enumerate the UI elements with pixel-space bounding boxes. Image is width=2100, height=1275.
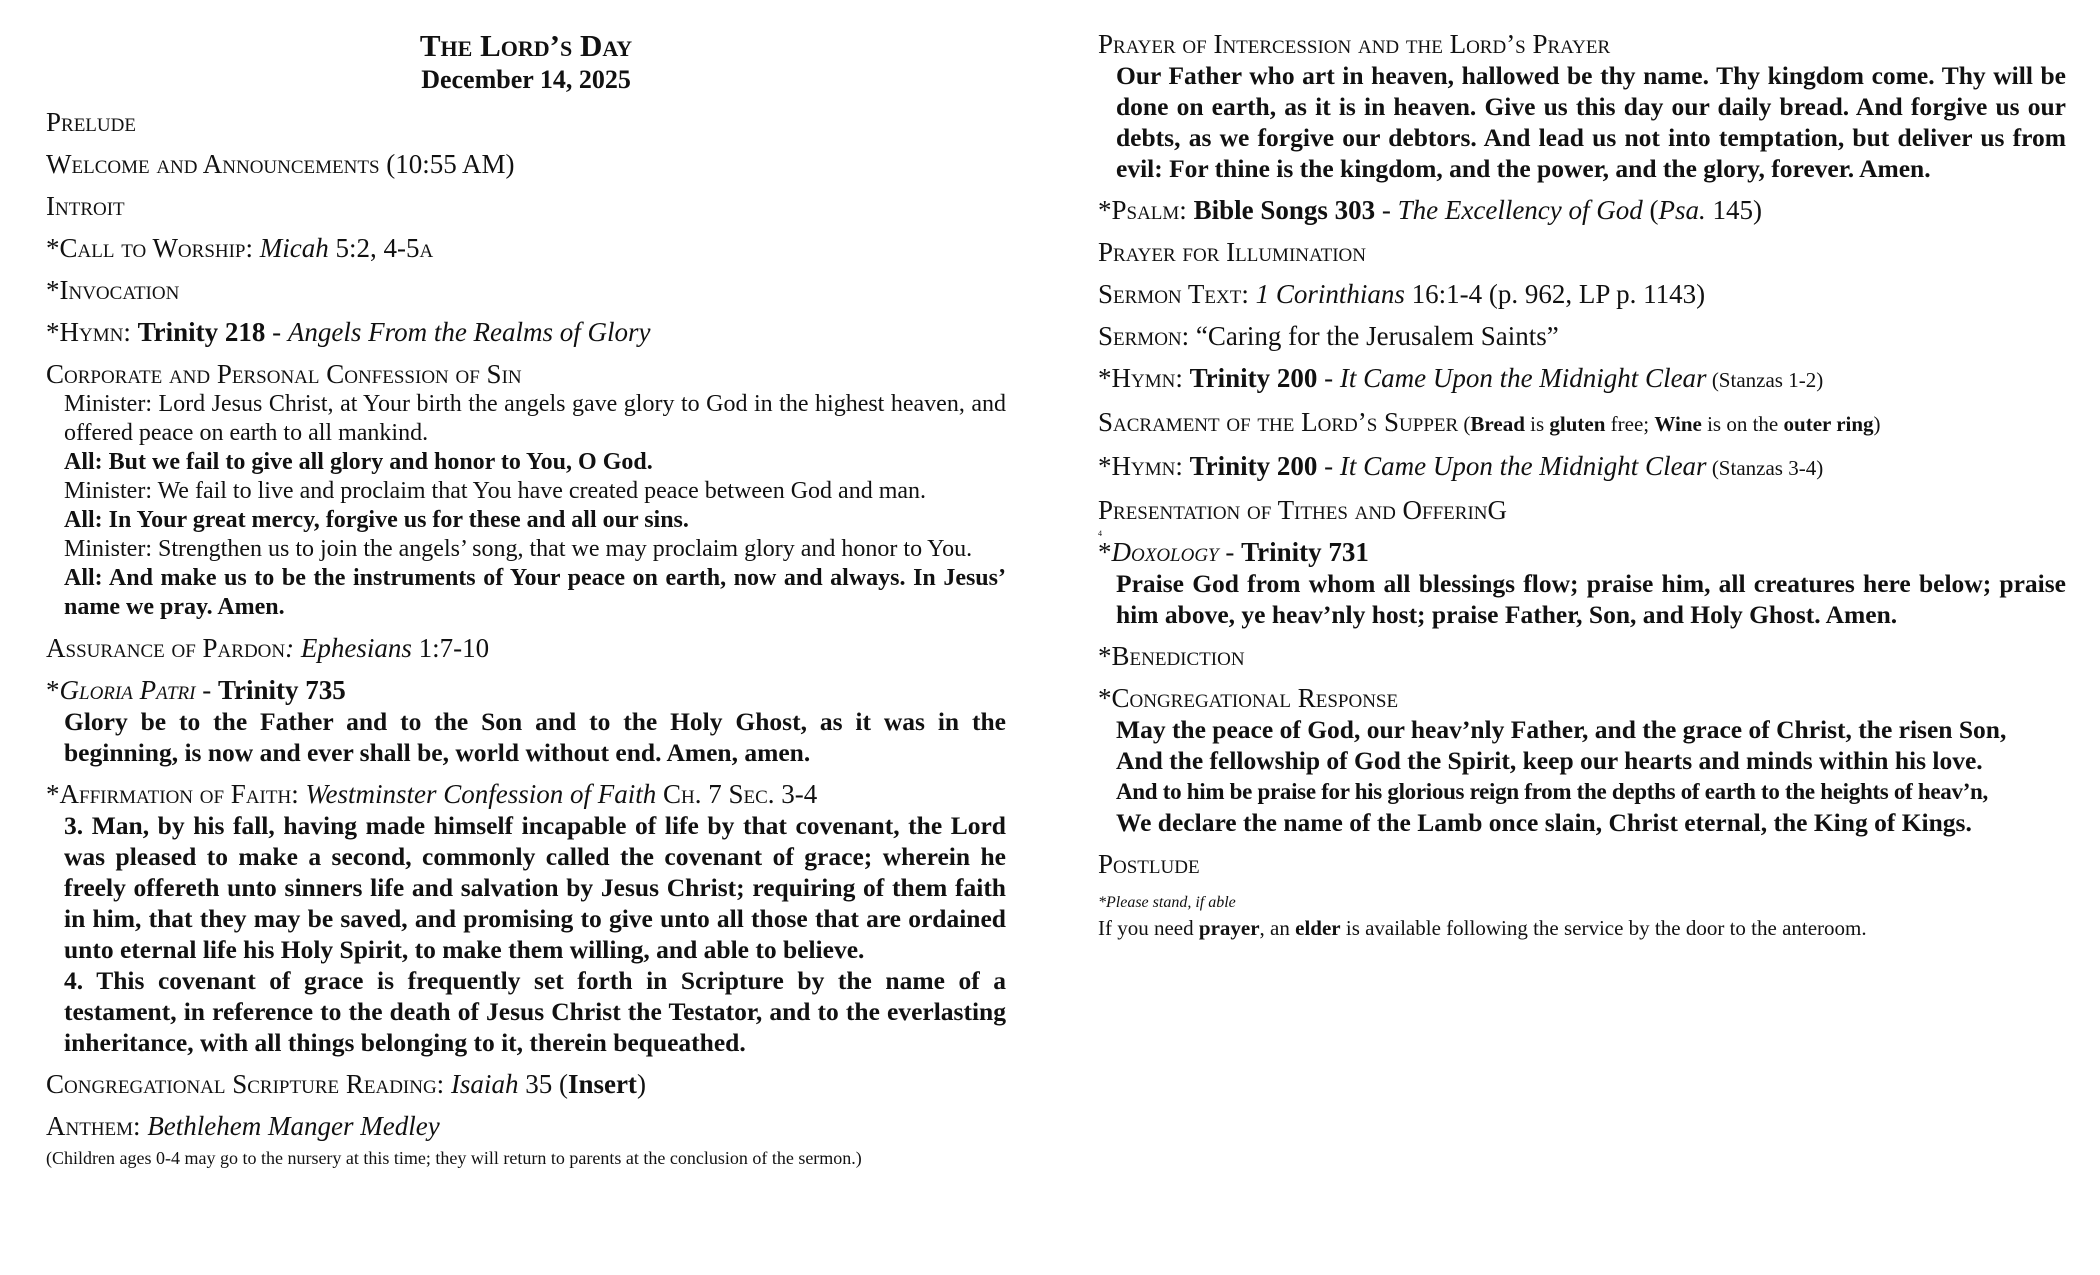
confession-line: Minister: Strengthen us to join the angels’ song, that we may proclaim glory and honor to You. [64,536,973,562]
supper-gluten: gluten [1549,412,1606,436]
assurance-book: Ephesians [300,633,412,663]
response-line: And to him be praise for his glorious reign from the depths of earth to the heights of heav’n, [1116,779,1989,804]
affirmation-text [46,810,1006,1058]
hymn-1-sep: - [265,317,288,347]
call-ref-rest: 5:2, 4-5a [328,233,434,263]
confession-line: All: In Your great mercy, forgive us for these and all our sins. [64,507,689,533]
welcome-heading: Welcome and Announcements (10:55 AM) [46,149,515,179]
scripture-end: ) [636,1069,646,1099]
affirmation-of-faith [46,778,1006,810]
prayer-note-c: is available following the service by the door to the anteroom. [1340,916,1867,940]
affirmation-title: Westminster Confession of Faith [305,779,657,809]
lords-prayer-text: Our Father who art in heaven, hallowed be thy name. Thy kingdom come. Thy will be done on earth, as it is in heaven. Give us this day our daily bread. And forgive us our debts, as we forgive our debtors. And lead us not into temptation, but deliver us from evil: For thine is the kingdom, and the power, and the glory, forever. Amen. [1116,61,2066,183]
page-title: The Lord’s Day [419,28,633,63]
psalm-ref-rest: 145) [1705,195,1763,225]
psalm [1098,194,2066,226]
gloria-star: * [46,675,60,705]
illumination-heading: Prayer for Illumination [1098,237,1366,267]
anthem [46,1110,1006,1142]
scripture-book: Isaiah [450,1069,519,1099]
prayer-note-prayer: prayer [1198,916,1260,940]
call-ref-book: Micah [259,233,329,263]
hymn-3-sep: - [1317,451,1340,481]
scripture-insert: Insert [567,1069,637,1099]
prayer-heading: Prayer of Intercession and the Lord’s Prayer [1098,29,1611,59]
psalm-sep: - [1375,195,1398,225]
doxology-text: Praise God from whom all blessings flow; praise him, all creatures here below; praise him above, ye heav’nly host; praise Father, Son, and Holy Ghost. Amen. [1116,569,2066,629]
supper-open: ( [1458,412,1471,436]
psalm-ref-book: Psa. [1658,195,1706,225]
sermon-text-label: Sermon Text: [1098,279,1256,309]
sermon-label: Sermon: [1098,321,1196,351]
hymn-3-stanzas: (Stanzas 3-4) [1706,456,1824,480]
assurance-rest: 1:7-10 [411,633,490,663]
psalm-open: ( [1642,195,1659,225]
hymn-2-sep: - [1317,363,1340,393]
response-line: May the peace of God, our heav’nly Father, and the grace of Christ, the risen Son, [1116,715,2007,744]
anthem-title: Bethlehem Manger Medley [147,1111,440,1141]
doxology-title: Doxology [1111,537,1219,567]
supper-ring: outer ring [1783,412,1874,436]
gloria-patri [46,674,1006,706]
response-text [1098,714,2066,838]
benediction-heading: *Benediction [1098,641,1245,671]
prayer-note-elder: elder [1295,916,1341,940]
scripture-label: Congregational Scripture Reading: [46,1069,451,1099]
gloria-text: Glory be to the Father and to the Son and to the Holy Ghost, as it was in the beginning, is now and ever shall be, world without end. Amen, amen. [64,707,1006,767]
prayer-note [1098,914,2066,942]
confession-line: All: But we fail to give all glory and honor to You, O God. [64,449,653,475]
supper-wine: Wine [1654,412,1702,436]
affirmation-paragraph: 3. Man, by his fall, having made himself incapable of life by that covenant, the Lord was pleased to make a second, commonly called the covenant of grace; wherein he freely offereth unto sinners life and salvation by Jesus Christ; requiring of them faith in him, that they may be saved, and promising to give unto all those that are ordained unto eternal life his Holy Spirit, to make them willing, and able to believe. [64,811,1006,964]
supper-is1: is [1524,412,1550,436]
psalm-label: *Psalm: [1098,195,1194,225]
hymn-2-label: *Hymn: [1098,363,1190,393]
tiny-mark: 4 [1098,529,1102,538]
hymn-2-number: Trinity 200 [1189,363,1318,393]
doxology-number: Trinity 731 [1241,537,1369,567]
psalm-title: The Excellency of God [1397,195,1643,225]
response-heading: *Congregational Response [1098,683,1399,713]
sermon-text-book: 1 Corinthians [1255,279,1405,309]
postlude-heading: Postlude [1098,849,1200,879]
response-line: And the fellowship of God the Spirit, keep our hearts and minds within his love. [1116,746,1983,775]
doxology [1098,536,2066,568]
hymn-3 [1098,450,2066,484]
confession-heading: Corporate and Personal Confession of Sin [46,359,522,389]
supper-close: ) [1873,412,1881,436]
gloria-number: Trinity 735 [217,675,346,705]
doxology-star: * [1098,537,1112,567]
confession-line: Minister: Lord Jesus Christ, at Your birth the angels gave glory to God in the highest heaven, and offered peace on earth to all mankind. [64,391,1006,446]
sermon-text [1098,278,2066,310]
left-column [46,28,1006,1170]
affirmation-paragraph: 4. This covenant of grace is frequently set forth in Scripture by the name of a testament, in reference to the death of Jesus Christ the Testator, and to the everlasting inheritance, with all things belonging to it, therein bequeathed. [64,966,1006,1057]
assurance-of-pardon [46,632,1006,664]
sermon-title: “Caring for the Jerusalem Saints” [1195,321,1559,351]
scripture-reading [46,1068,1006,1100]
affirmation-label: *Affirmation of Faith: [46,779,306,809]
confession-line: All: And make us to be the instruments of Your peace on earth, now and always. In Jesus’ name we pray. Amen. [64,565,1006,620]
hymn-1-title: Angels From the Realms of Glory [287,317,651,347]
gloria-title: Gloria Patri [59,675,196,705]
assurance-label: Assurance of Pardon [46,633,286,663]
sermon-text-rest: 16:1-4 (p. 962, LP p. 1143) [1404,279,1706,309]
affirmation-rest: Ch. 7 Sec. 3-4 [656,779,818,809]
lords-supper [1098,406,2066,440]
supper-is2: is on the [1701,412,1784,436]
hymn-3-number: Trinity 200 [1189,451,1318,481]
supper-free: free; [1605,412,1655,436]
tithes-heading: Presentation of Tithes and OfferinG [1098,495,1508,525]
hymn-2 [1098,362,2066,396]
gloria-sep: - [195,675,218,705]
invocation-heading: *Invocation [46,275,180,305]
sermon [1098,320,2066,352]
hymn-2-title: It Came Upon the Midnight Clear [1339,363,1707,393]
call-to-worship [46,232,1006,264]
confession-line: Minister: We fail to live and proclaim that You have created peace between God and man. [64,478,927,504]
hymn-2-stanzas: (Stanzas 1-2) [1706,368,1824,392]
supper-label: Sacrament of the Lord’s Supper [1098,407,1459,437]
call-label: *Call to Worship: [46,233,260,263]
anthem-label: Anthem: [46,1111,148,1141]
doxology-sep: - [1218,537,1242,567]
hymn-3-title: It Came Upon the Midnight Clear [1339,451,1707,481]
hymn-1-number: Trinity 218 [137,317,266,347]
right-column [1098,28,2066,942]
scripture-mid: 35 ( [518,1069,568,1099]
service-date: December 14, 2025 [421,65,631,94]
introit-heading: Introit [46,191,125,221]
assurance-colon: : [285,633,301,663]
hymn-1 [46,316,1006,348]
supper-bread: Bread [1470,412,1525,436]
response-line: We declare the name of the Lamb once slain, Christ eternal, the King of Kings. [1116,808,1972,837]
psalm-number: Bible Songs 303 [1193,195,1376,225]
prayer-note-a: If you need [1098,916,1199,940]
title-block [46,28,1006,96]
children-note: (Children ages 0-4 may go to the nursery at this time; they will return to parents at the conclusion of the sermon.) [46,1148,862,1168]
prelude-heading: Prelude [46,107,136,137]
stand-note: *Please stand, if able [1098,894,1236,911]
prayer-note-b: , an [1259,916,1296,940]
hymn-1-label: *Hymn: [46,317,138,347]
confession-text [46,390,1006,622]
hymn-3-label: *Hymn: [1098,451,1190,481]
